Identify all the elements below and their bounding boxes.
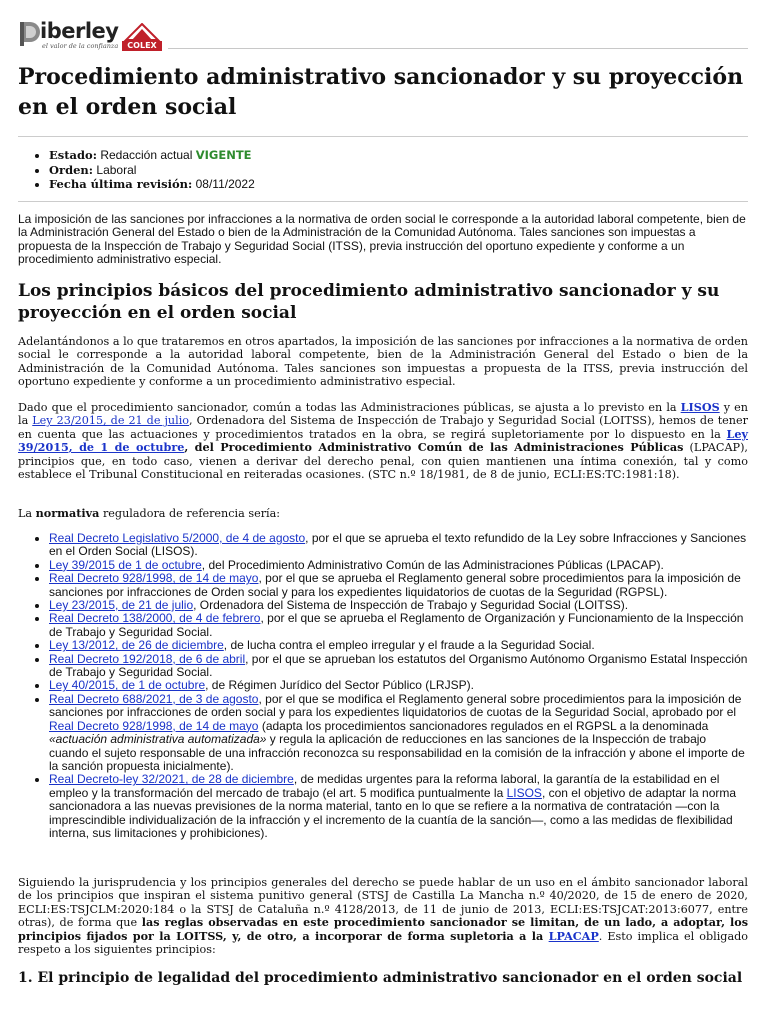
normativa-link[interactable]: Ley 39/2015 de 1 de octubre [49,557,202,572]
link-lpacap[interactable]: LPACAP [548,928,599,943]
document-meta [49,148,255,192]
list-item [49,653,748,680]
list-item [49,679,748,692]
normativa-italic: «actuación administrativa automatizada» [49,732,267,747]
meta-orden-label: Orden: [49,162,94,177]
status-badge: VIGENTE [195,148,252,162]
meta-orden [49,163,255,178]
paragraph-3-text-2: reguladora de referencia sería: [99,507,281,520]
normativa-link[interactable]: Real Decreto 688/2021, de 3 de agosto [49,691,259,706]
normativa-link[interactable]: Ley 40/2015, de 1 de octubre [49,678,206,693]
normativa-text: , Ordenadora del Sistema de Inspección de Trabajo y Seguridad Social (LOITSS). [193,598,629,613]
link-ley-39-2015[interactable]: Ley 39/2015, de 1 de octubre [18,426,748,455]
normativa-text: , por el que se aprueba el texto refundido de la Ley sobre Infracciones y Sanciones en el Orden Social (LISOS). [49,531,747,559]
normativa-text: , de medidas urgentes para la reforma laboral, la garantía de la estabilidad en el empleo y la transformación del mercado de trabajo (el art. 5 modifica puntualmente la [49,772,720,800]
normativa-text: y regula la aplicación de reducciones en las sanciones de la Inspección de trabajo cuando el sujeto responsable de una infracción reconozca su responsabilidad en la comisión de la infracción y abone el importe de la sanción propuesta inicialmente). [49,732,745,773]
header-divider [168,48,748,49]
iberley-logo-icon [18,20,42,48]
paragraph-3-text-1: La [18,507,36,520]
paragraph-2-text-5: (LPACAP), principios que, en todo caso, vienen a derivar del derecho penal, con quien mantienen una íntima conexión, tal y como establece el Tribunal Constitucional en reiteradas ocasiones. (STC n.º 18/1981, de 8 de junio, ECLI:ES:TC:1981:18). [18,441,748,482]
paragraph-2-bold: , del Procedimiento Administrativo Común de las Administraciones Públicas [184,440,684,455]
normativa-link[interactable]: Real Decreto 928/1998, de 14 de mayo [49,571,259,586]
link-ley-23-2015[interactable]: Ley 23/2015, de 21 de julio [32,414,190,428]
intro-paragraph: La imposición de las sanciones por infracciones a la normativa de orden social le corresponde a la autoridad laboral competente, bien de la Administración General del Estado o bien de la Administración de la Comunidad Autónoma. Tales sanciones son impuestas a propuesta de la Inspección de Trabajo y Seguridad Social (ITSS), previa instrucción del oportuno expediente y conforme a un procedimiento administrativo especial. [18,212,746,267]
paragraph-4-bold: las reglas observadas en este procedimiento sancionador se limitan, de un lado, a adoptar, los principios fijados por la LOITSS, y, de otro, a incorporar de forma supletoria a la [18,915,748,943]
section-title: Los principios básicos del procedimiento administrativo sancionador y su proyección en el orden social [18,281,720,323]
paragraph-4-text-1: Siguiendo la jurisprudencia y los principios generales del derecho se puede hablar de un uso en el ámbito sancionador laboral de los principios que inspiran el sistema punitivo general (STSJ de Castilla La Mancha n.º 40/2020, de 15 de enero de 2020, ECLI:ES:TSJCLM:2020:184 o la STSJ de Cataluña n.º 4128/2013, de 11 de junio de 2013, ECLI:ES:TSJCAT:2013:6077, entre otras), de forma que [18,876,748,930]
page-title: Procedimiento administrativo sancionador y su proyección en el orden social [18,64,744,120]
iberley-logo[interactable] [18,18,168,52]
meta-divider [18,201,748,202]
list-item [49,693,748,773]
normativa-link[interactable]: Real Decreto 928/1998, de 14 de mayo [49,718,259,733]
colex-label: COLEX [122,41,162,51]
normativa-text: , por el que se aprueban los estatutos del Organismo Autónomo Organismo Estatal Inspección de Trabajo y Seguridad Social. [49,651,748,680]
colex-emblem-icon [122,23,162,41]
paragraph-2-text-2: y en la [18,401,748,428]
normativa-text: , por el que se aprueba el Reglamento general sobre procedimientos para la imposición de sanciones por infracciones de Orden social y para los expedientes liquidatorios de cuotas de la Seguridad (RGPSL). [49,571,741,599]
meta-fecha [49,177,255,192]
meta-estado [49,148,255,163]
site-header [18,18,748,52]
paragraph-2 [18,401,748,481]
logo-wordmark: iberley [40,19,119,43]
normativa-text: , de lucha contra el empleo irregular y el fraude a la Seguridad Social. [223,638,595,653]
list-item [49,532,748,559]
subsection-title: 1. El principio de legalidad del procedimiento administrativo sancionador en el orden social [18,970,743,986]
list-item [49,639,748,652]
normativa-link[interactable]: Real Decreto-ley 32/2021, de 28 de diciembre [49,772,294,787]
link-lisos[interactable]: LISOS [680,400,720,414]
meta-estado-value: Redacción actual [100,148,193,162]
meta-orden-value: Laboral [96,162,137,177]
normativa-text: , por el que se aprueba el Reglamento de Organización y Funcionamiento de la Inspección de Trabajo y Seguridad Social. [49,611,744,639]
normativa-text: , por el que se modifica el Reglamento general sobre procedimientos para la imposición de sanciones por infracciones de orden social y para los expedientes liquidatorios de cuotas de la Seguridad Social, aprobado por el [49,691,742,720]
normativa-link[interactable]: Real Decreto Legislativo 5/2000, de 4 de agosto [49,531,306,545]
meta-fecha-label: Fecha última revisión: [49,177,193,191]
normativa-link[interactable]: Real Decreto 138/2000, de 4 de febrero [49,611,261,626]
logo-tagline: el valor de la confianza [42,42,119,50]
paragraph-3-bold: normativa [35,506,100,520]
title-divider [18,136,748,137]
meta-fecha-value: 08/11/2022 [195,177,255,191]
normativa-link[interactable]: Ley 13/2012, de 26 de diciembre [49,638,224,653]
list-item [49,599,748,612]
paragraph-3 [18,507,748,520]
list-item [49,559,748,572]
normativa-link[interactable]: Ley 23/2015, de 21 de julio [49,598,194,613]
normativa-link[interactable]: LISOS [506,785,542,800]
paragraph-4-text-2: . Esto implica el obligado respeto a los siguientes principios: [18,929,749,957]
paragraph-2-text-3: , Ordenadora del Sistema de Inspección de Trabajo y Seguridad Social (LOITSS), hemos de tener en cuenta que las actuaciones y procedimientos tratados en la obra, se regirá supletoriamente por lo dispuesto en la [18,414,748,441]
paragraph-4 [18,876,748,956]
list-item [49,773,748,840]
normativa-link[interactable]: Real Decreto 192/2018, de 6 de abril [49,651,246,666]
normativa-text: (adapta los procedimientos sancionadores regulados en el RGPSL a la denominada [258,718,709,733]
paragraph-1: Adelantándonos a lo que trataremos en otros apartados, la imposición de las sanciones por infracciones a la normativa de orden social le corresponde a la autoridad laboral competente, bien de la Administración General del Estado o bien de la Administración de la Comunidad Autónoma. Tales sanciones son impuestas a propuesta de la ITSS, previa instrucción del oportuno expediente y conforme a un procedimiento administrativo especial. [18,335,748,389]
meta-estado-label: Estado: [49,148,97,162]
normativa-text: , de Régimen Jurídico del Sector Público (LRJSP). [205,678,474,693]
normativa-list [49,532,748,840]
list-item [49,572,748,599]
list-item [49,612,748,639]
paragraph-2-text-1: Dado que el procedimiento sancionador, común a todas las Administraciones públicas, se ajusta a lo previsto en la [18,401,681,414]
normativa-text: , del Procedimiento Administrativo Común de las Administraciones Públicas (LPACAP). [201,557,664,572]
colex-logo [122,23,162,51]
normativa-text: , con el objetivo de adaptar la norma sancionadora a las nuevas previsiones de la norma material, tanto en lo que se refiere a la normativa de contratación —con la imprescindible individualización de la infracción y el incremento de la cuantía de la sanción—, como a las medidas de flexibilidad interna, sus limitaciones y prohibiciones). [49,785,737,840]
